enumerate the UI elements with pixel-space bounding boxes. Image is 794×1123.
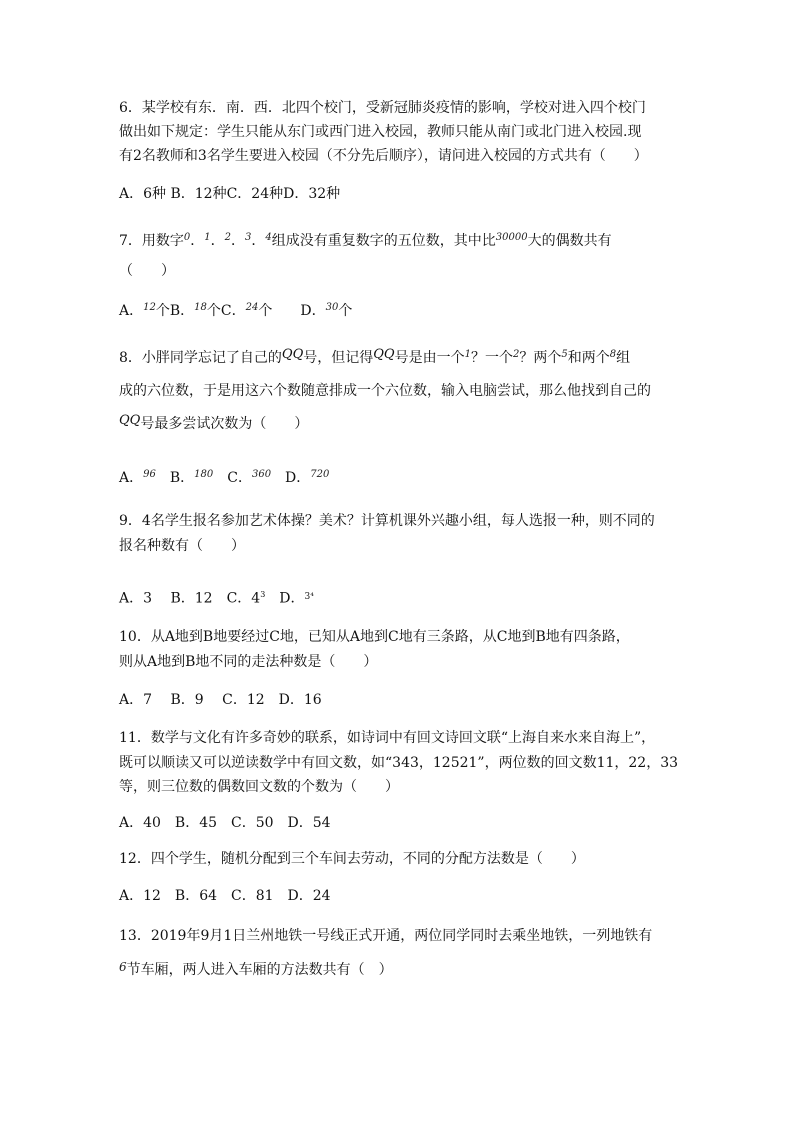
q7-sep: ．: [231, 233, 246, 249]
option-label: D．: [265, 590, 305, 607]
q8-text: ？两个: [519, 350, 562, 366]
option-value: 3⁴: [304, 591, 314, 602]
option-label: 个B．: [155, 303, 195, 319]
q7-line-2: （ ）: [119, 263, 175, 279]
q7-digit-1: 1: [204, 232, 211, 243]
q7-sep: ．: [190, 233, 205, 249]
option-label: A．: [119, 470, 144, 486]
q8-line-1: [119, 347, 719, 368]
q13-number: 6: [119, 960, 127, 974]
q6-line-3: 有2名教师和3名学生要进入校园（不分先后顺序），请问进入校园的方式共有（ ）: [119, 148, 648, 164]
q8-text: 号，但记得: [303, 350, 374, 366]
qq-symbol: QQ: [373, 347, 395, 362]
q8-text: 号最多尝试次数为（ ）: [140, 416, 309, 432]
q9-options: [119, 587, 719, 609]
q8-line-3: [119, 413, 719, 433]
option-label: 个: [338, 303, 353, 319]
q7-digit-4: 4: [265, 232, 272, 243]
q7-mid: 组成没有重复数字的五位数，其中比: [271, 233, 496, 249]
q11-options: A．40 B．45 C．50 D．54: [119, 815, 331, 831]
q7-suffix: 大的偶数共有: [527, 233, 612, 249]
q10-line-2: 则从A地到B地不同的走法种数是（ ）: [119, 654, 378, 670]
option-label: 个 D．: [258, 303, 326, 319]
q10-options: A．7 B．9 C．12 D．16: [119, 692, 322, 708]
option-value: 96: [143, 469, 156, 480]
q8-digit: 2: [512, 349, 520, 360]
option-value: 720: [310, 469, 330, 480]
q6-options: A．6种 B．12种C．24种D．32种: [119, 186, 341, 202]
q13-line-1: 13．2019年9月1日兰州地铁一号线正式开通，两位同学同时去乘坐地铁，一列地铁有: [119, 928, 653, 944]
q8-text: 和两个: [567, 350, 610, 366]
option-label: 个C．: [206, 303, 246, 319]
q8-line-2: 成的六位数，于是用这六个数随意排成一个六位数，输入电脑尝试，那么他找到自己的: [119, 383, 651, 399]
q7-options: [119, 303, 719, 321]
option-value: 30: [325, 302, 339, 313]
option-value: 18: [194, 302, 207, 313]
option-value: 12: [143, 302, 156, 313]
option-exponent: 3: [260, 590, 266, 599]
q11-line-2: 既可以顺读又可以逆读数学中有回文数，如“343，12521”，两位数的回文数11，22，33: [119, 755, 679, 771]
option-label: A．: [119, 303, 144, 319]
q13-text: 节车厢，两人进入车厢的方法数共有（ ）: [126, 962, 393, 978]
q8-text: ？一个: [470, 350, 513, 366]
q7-line-1: [119, 233, 719, 251]
q7-sep: ．: [210, 233, 225, 249]
q8-text: 号是由一个: [394, 350, 465, 366]
option-value: 360: [251, 469, 272, 480]
qq-symbol: QQ: [281, 347, 304, 362]
q8-digit: 1: [464, 349, 471, 360]
q7-prefix: 7．用数字: [119, 233, 184, 249]
option-label: C．: [213, 470, 252, 486]
q8-options: [119, 470, 719, 488]
option-value: 180: [194, 469, 214, 480]
q8-text: 组: [616, 350, 631, 366]
q8-digit: 8: [609, 349, 617, 360]
option-label: D．: [271, 470, 311, 486]
q12-line-1: 12．四个学生，随机分配到三个车间去劳动，不同的分配方法数是（ ）: [119, 851, 585, 867]
option-value: 4: [251, 590, 261, 607]
q7-number: 30000: [495, 232, 528, 243]
q12-options: A．12 B．64 C．81 D．24: [119, 888, 331, 904]
q7-digit-3: 3: [245, 232, 252, 243]
option-label: B．: [155, 470, 195, 486]
q13-line-2: [119, 962, 719, 978]
qq-symbol: QQ: [119, 413, 141, 428]
q6-line-2: 做出如下规定：学生只能从东门或西门进入校园，教师只能从南门或北门进入校园.现: [119, 124, 642, 140]
q7-digit-2: 2: [224, 232, 232, 243]
q6-line-1: 6．某学校有东．南．西．北四个校门，受新冠肺炎疫情的影响，学校对进入四个校门: [119, 100, 646, 116]
q11-line-1: 11．数学与文化有许多奇妙的联系，如诗词中有回文诗回文联“上海自来水来自海上”，: [119, 730, 656, 746]
q11-line-3: 等，则三位数的偶数回文数的个数为（ ）: [119, 779, 399, 795]
q7-sep: ．: [251, 233, 266, 249]
option-label: A．3 B．12 C．: [119, 590, 252, 607]
q8-text: 8．小胖同学忘记了自己的: [119, 350, 282, 366]
option-value: 24: [245, 302, 259, 313]
q8-digit: 5: [561, 349, 568, 360]
q10-line-1: 10．从A地到B地要经过C地，已知从A地到C地有三条路，从C地到B地有四条路，: [119, 629, 630, 645]
q9-line-1: 9．4名学生报名参加艺术体操？美术？计算机课外兴趣小组，每人选报一种，则不同的: [119, 513, 655, 529]
q9-line-2: 报名种数有（ ）: [119, 538, 245, 554]
q7-digit-0: 0: [183, 232, 191, 243]
